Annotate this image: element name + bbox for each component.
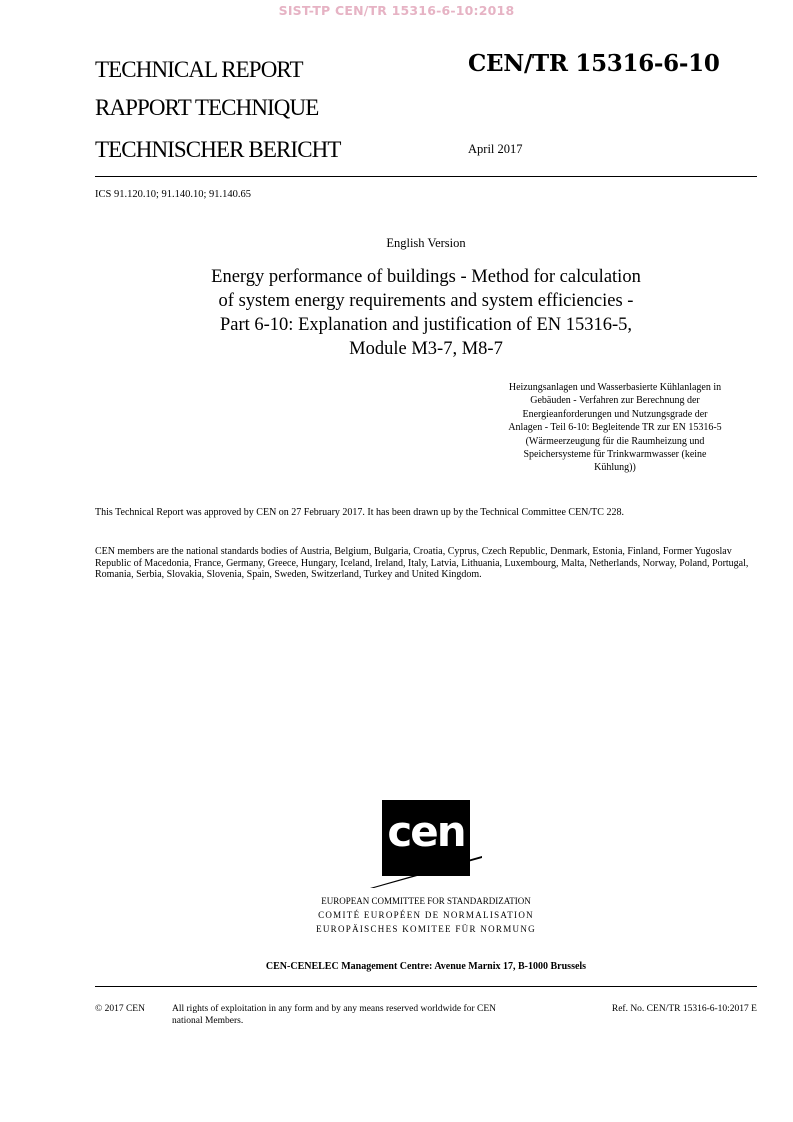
rights-statement: All rights of exploitation in any form and by any means reserved worldwide for CEN national Members. xyxy=(172,1004,496,1026)
copyright: © 2017 CEN xyxy=(95,1004,145,1014)
footer-divider xyxy=(95,986,757,987)
members-statement: CEN members are the national standards bodies of Austria, Belgium, Bulgaria, Croatia, Cyprus, Czech Republic, Denmark, Estonia, Finland, Former Yugoslav Republic of Macedonia, France, Germany, Greece, Hungary, Iceland, Ireland, Italy, Latvia, Lithuania, Luxembourg, Malta, Netherlands, Norway, Poland, Portugal, Romania, Serbia, Slovakia, Slovenia, Spain, Sweden, Switzerland, Turkey and United Kingdom. xyxy=(95,546,749,581)
approval-statement: This Technical Report was approved by CEN on 27 February 2017. It has been drawn up by the Technical Committee CEN/TC 228. xyxy=(95,507,624,518)
document-title xyxy=(140,265,712,361)
management-centre-address: CEN-CENELEC Management Centre: Avenue Marnix 17, B-1000 Brussels xyxy=(265,961,587,972)
title-line: Module M3-7, M8-7 xyxy=(349,339,503,359)
cen-logo-icon xyxy=(370,800,482,888)
doc-type-english: TECHNICAL REPORT xyxy=(95,57,303,82)
committee-name-german: EUROPÄISCHES KOMITEE FÜR NORMUNG xyxy=(316,924,536,934)
title-line: of system energy requirements and system efficiencies - xyxy=(218,291,634,311)
document-number: CEN/TR 15316-6-10 xyxy=(468,50,720,77)
german-title xyxy=(470,381,760,475)
header-divider xyxy=(95,176,757,177)
cen-logo-text: cen xyxy=(387,807,465,856)
german-title-line: (Wärmeerzeugung für die Raumheizung und xyxy=(525,435,705,447)
german-title-line: Heizungsanlagen und Wasserbasierte Kühlanlagen in xyxy=(508,382,722,393)
language-version: English Version xyxy=(386,236,466,250)
committee-name-english: EUROPEAN COMMITTEE FOR STANDARDIZATION xyxy=(321,896,531,906)
watermark: SIST-TP CEN/TR 15316-6-10:2018 xyxy=(278,3,515,18)
reference-number: Ref. No. CEN/TR 15316-6-10:2017 E xyxy=(611,1004,757,1014)
title-line: Energy performance of buildings - Method for calculation xyxy=(211,267,641,287)
german-title-line: Kühlung)) xyxy=(594,462,636,474)
committee-name-french: COMITÉ EUROPÉEN DE NORMALISATION xyxy=(318,910,534,920)
german-title-line: Energieanforderungen und Nutzungsgrade der xyxy=(522,408,708,420)
german-title-line: Speichersysteme für Trinkwarmwasser (keine xyxy=(523,449,707,461)
ics-codes: ICS 91.120.10; 91.140.10; 91.140.65 xyxy=(95,189,252,200)
german-title-line: Anlagen - Teil 6-10: Begleitende TR zur EN 15316-5 xyxy=(508,422,722,434)
german-title-line: Gebäuden - Verfahren zur Berechnung der xyxy=(530,395,700,407)
doc-type-german: TECHNISCHER BERICHT xyxy=(95,137,341,162)
publication-date: April 2017 xyxy=(468,142,523,156)
title-line: Part 6-10: Explanation and justification of EN 15316-5, xyxy=(219,315,633,335)
doc-type-french: RAPPORT TECHNIQUE xyxy=(95,95,319,120)
